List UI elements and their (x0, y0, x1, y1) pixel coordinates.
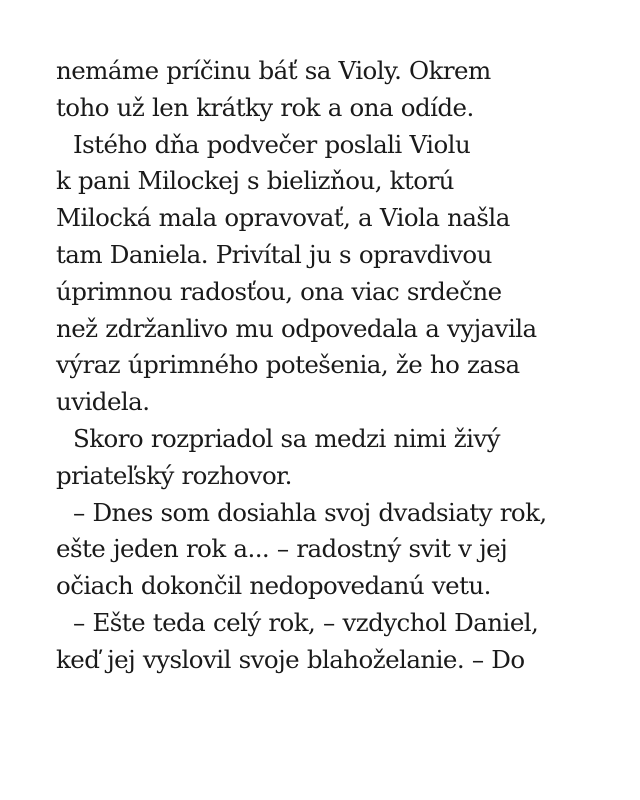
paragraph-start-line: Istého dňa podvečer poslali Violu (73, 129, 471, 159)
text-line: než zdržanlivo mu odpovedala a vyjavila (56, 313, 537, 343)
text-line: výraz úprimného potešenia, že ho zasa (56, 350, 520, 380)
text-line: k pani Milockej s bielizňou, ktorú (56, 166, 454, 196)
text-line: toho už len krátky rok a ona odíde. (56, 92, 474, 122)
text-line: úprimnou radosťou, ona viac srdečne (56, 276, 502, 306)
dialogue-line: – Dnes som dosiahla svoj dvadsiaty rok, (73, 497, 547, 527)
text-line: tam Daniela. Privítal ju s opravdivou (56, 239, 492, 269)
paragraph-start-line: Skoro rozpriadol sa medzi nimi živý (73, 423, 500, 453)
text-line: očiach dokončil nedopovedanú vetu. (56, 571, 491, 601)
text-line: nemáme príčinu báť sa Violy. Okrem (56, 56, 491, 85)
text-line: keď jej vyslovil svoje blahoželanie. – Do (56, 644, 525, 674)
text-line: priateľský rozhovor. (56, 460, 292, 490)
text-line: ešte jeden rok a... – radostný svit v jej (56, 534, 508, 564)
text-line: Milocká mala opravovať, a Viola našla (56, 203, 510, 233)
text-line: uvidela. (56, 387, 150, 417)
book-page (56, 53, 616, 679)
dialogue-line: – Ešte teda celý rok, – vzdychol Daniel, (73, 607, 539, 637)
